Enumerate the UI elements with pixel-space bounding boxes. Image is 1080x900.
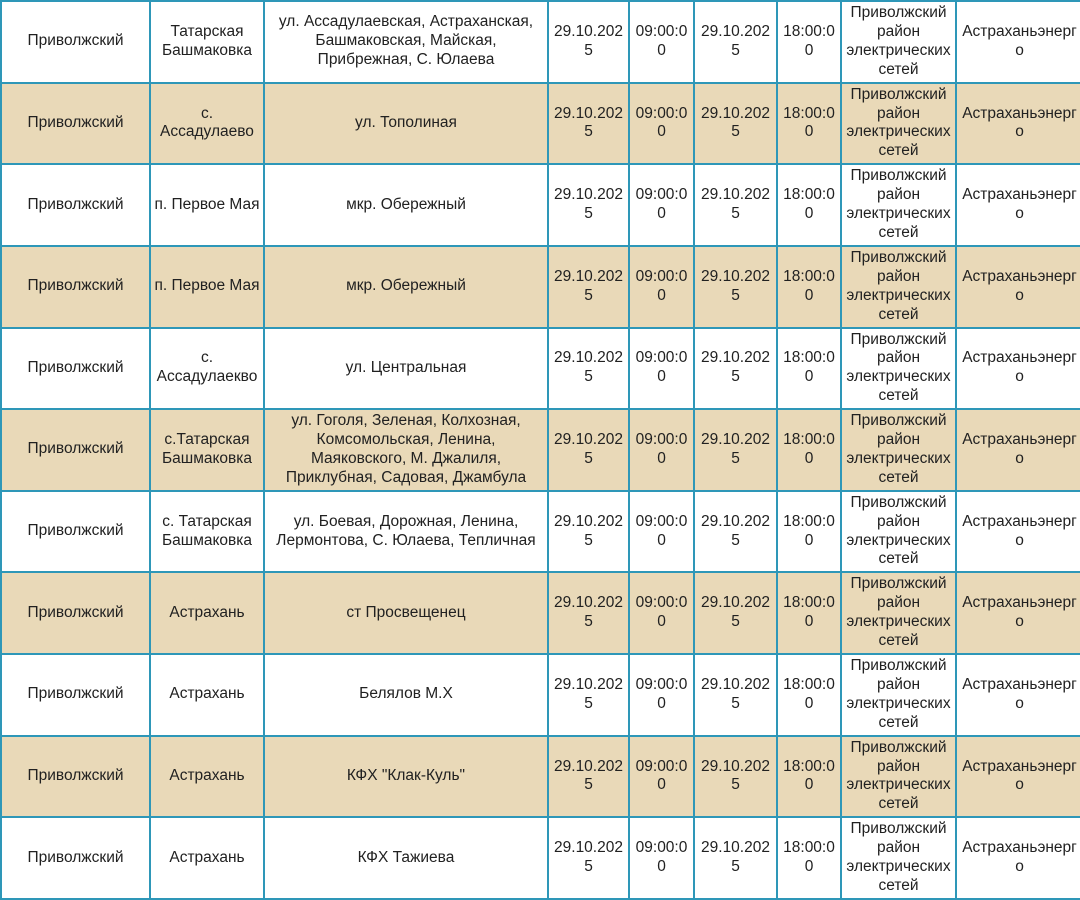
cell-supplier: Астраханьэнерго xyxy=(956,83,1080,165)
table-row xyxy=(1,654,1080,736)
cell-start-time: 09:00:00 xyxy=(629,409,694,491)
table-row xyxy=(1,246,1080,328)
cell-start-time: 09:00:00 xyxy=(629,491,694,573)
cell-district: Приволжский xyxy=(1,654,150,736)
cell-supplier: Астраханьэнерго xyxy=(956,409,1080,491)
cell-settlement: Астрахань xyxy=(150,572,264,654)
cell-end-time: 18:00:00 xyxy=(777,83,841,165)
cell-network-area: Приволжский район электрических сетей xyxy=(841,164,956,246)
cell-start-time: 09:00:00 xyxy=(629,572,694,654)
cell-supplier: Астраханьэнерго xyxy=(956,246,1080,328)
cell-district: Приволжский xyxy=(1,736,150,818)
cell-supplier: Астраханьэнерго xyxy=(956,491,1080,573)
cell-end-date: 29.10.2025 xyxy=(694,817,777,899)
cell-streets: мкр. Обережный xyxy=(264,164,548,246)
cell-network-area: Приволжский район электрических сетей xyxy=(841,328,956,410)
cell-network-area: Приволжский район электрических сетей xyxy=(841,817,956,899)
cell-end-time: 18:00:00 xyxy=(777,246,841,328)
cell-start-date: 29.10.2025 xyxy=(548,409,629,491)
cell-end-time: 18:00:00 xyxy=(777,736,841,818)
cell-streets: ул. Боевая, Дорожная, Ленина, Лермонтова, С. Юлаева, Тепличная xyxy=(264,491,548,573)
cell-start-time: 09:00:00 xyxy=(629,164,694,246)
cell-supplier: Астраханьэнерго xyxy=(956,164,1080,246)
cell-end-date: 29.10.2025 xyxy=(694,572,777,654)
cell-end-date: 29.10.2025 xyxy=(694,409,777,491)
cell-supplier: Астраханьэнерго xyxy=(956,572,1080,654)
cell-supplier: Астраханьэнерго xyxy=(956,736,1080,818)
cell-end-date: 29.10.2025 xyxy=(694,491,777,573)
cell-start-date: 29.10.2025 xyxy=(548,83,629,165)
cell-start-time: 09:00:00 xyxy=(629,817,694,899)
table-row xyxy=(1,164,1080,246)
cell-streets: Белялов М.Х xyxy=(264,654,548,736)
cell-start-date: 29.10.2025 xyxy=(548,817,629,899)
cell-streets: ул. Центральная xyxy=(264,328,548,410)
cell-district: Приволжский xyxy=(1,246,150,328)
cell-settlement: Татарская Башмаковка xyxy=(150,1,264,83)
table-row xyxy=(1,572,1080,654)
cell-district: Приволжский xyxy=(1,1,150,83)
cell-supplier: Астраханьэнерго xyxy=(956,654,1080,736)
table-row xyxy=(1,1,1080,83)
cell-end-date: 29.10.2025 xyxy=(694,328,777,410)
cell-start-time: 09:00:00 xyxy=(629,246,694,328)
cell-start-date: 29.10.2025 xyxy=(548,1,629,83)
cell-network-area: Приволжский район электрических сетей xyxy=(841,83,956,165)
cell-end-time: 18:00:00 xyxy=(777,817,841,899)
cell-settlement: с. Татарская Башмаковка xyxy=(150,491,264,573)
cell-supplier: Астраханьэнерго xyxy=(956,817,1080,899)
cell-network-area: Приволжский район электрических сетей xyxy=(841,246,956,328)
cell-streets: КФХ "Клак-Куль" xyxy=(264,736,548,818)
cell-start-date: 29.10.2025 xyxy=(548,246,629,328)
table-row xyxy=(1,491,1080,573)
cell-start-date: 29.10.2025 xyxy=(548,328,629,410)
cell-settlement: с.Татарская Башмаковка xyxy=(150,409,264,491)
cell-start-date: 29.10.2025 xyxy=(548,736,629,818)
table-row xyxy=(1,817,1080,899)
cell-end-time: 18:00:00 xyxy=(777,491,841,573)
cell-start-date: 29.10.2025 xyxy=(548,654,629,736)
cell-end-time: 18:00:00 xyxy=(777,654,841,736)
cell-district: Приволжский xyxy=(1,817,150,899)
cell-streets: ул. Ассадулаевская, Астраханская, Башмаковская, Майская, Прибрежная, С. Юлаева xyxy=(264,1,548,83)
cell-supplier: Астраханьэнерго xyxy=(956,328,1080,410)
table-row xyxy=(1,83,1080,165)
cell-end-date: 29.10.2025 xyxy=(694,246,777,328)
cell-end-time: 18:00:00 xyxy=(777,572,841,654)
cell-network-area: Приволжский район электрических сетей xyxy=(841,736,956,818)
cell-district: Приволжский xyxy=(1,491,150,573)
cell-end-time: 18:00:00 xyxy=(777,1,841,83)
cell-district: Приволжский xyxy=(1,83,150,165)
cell-streets: ст Просвещенец xyxy=(264,572,548,654)
cell-start-date: 29.10.2025 xyxy=(548,491,629,573)
cell-streets: мкр. Обережный xyxy=(264,246,548,328)
cell-district: Приволжский xyxy=(1,164,150,246)
cell-district: Приволжский xyxy=(1,328,150,410)
cell-end-time: 18:00:00 xyxy=(777,409,841,491)
table-row xyxy=(1,409,1080,491)
cell-settlement: Астрахань xyxy=(150,736,264,818)
cell-settlement: с. Ассадулаево xyxy=(150,83,264,165)
table-body xyxy=(1,1,1080,899)
cell-streets: ул. Тополиная xyxy=(264,83,548,165)
cell-supplier: Астраханьэнерго xyxy=(956,1,1080,83)
cell-network-area: Приволжский район электрических сетей xyxy=(841,572,956,654)
cell-end-date: 29.10.2025 xyxy=(694,1,777,83)
table-row xyxy=(1,328,1080,410)
cell-network-area: Приволжский район электрических сетей xyxy=(841,409,956,491)
table-row xyxy=(1,736,1080,818)
cell-start-time: 09:00:00 xyxy=(629,654,694,736)
cell-start-time: 09:00:00 xyxy=(629,736,694,818)
cell-end-time: 18:00:00 xyxy=(777,164,841,246)
cell-end-time: 18:00:00 xyxy=(777,328,841,410)
cell-end-date: 29.10.2025 xyxy=(694,736,777,818)
cell-settlement: с. Ассадулаекво xyxy=(150,328,264,410)
cell-streets: ул. Гоголя, Зеленая, Колхозная, Комсомольская, Ленина, Маяковского, М. Джалиля, Приклубная, Садовая, Джамбула xyxy=(264,409,548,491)
cell-start-time: 09:00:00 xyxy=(629,83,694,165)
cell-start-date: 29.10.2025 xyxy=(548,164,629,246)
cell-district: Приволжский xyxy=(1,409,150,491)
cell-streets: КФХ Тажиева xyxy=(264,817,548,899)
cell-start-time: 09:00:00 xyxy=(629,1,694,83)
cell-network-area: Приволжский район электрических сетей xyxy=(841,654,956,736)
cell-settlement: Астрахань xyxy=(150,654,264,736)
cell-settlement: п. Первое Мая xyxy=(150,164,264,246)
cell-end-date: 29.10.2025 xyxy=(694,83,777,165)
cell-district: Приволжский xyxy=(1,572,150,654)
cell-network-area: Приволжский район электрических сетей xyxy=(841,491,956,573)
cell-network-area: Приволжский район электрических сетей xyxy=(841,1,956,83)
cell-settlement: Астрахань xyxy=(150,817,264,899)
cell-end-date: 29.10.2025 xyxy=(694,164,777,246)
cell-start-time: 09:00:00 xyxy=(629,328,694,410)
cell-settlement: п. Первое Мая xyxy=(150,246,264,328)
cell-end-date: 29.10.2025 xyxy=(694,654,777,736)
cell-start-date: 29.10.2025 xyxy=(548,572,629,654)
